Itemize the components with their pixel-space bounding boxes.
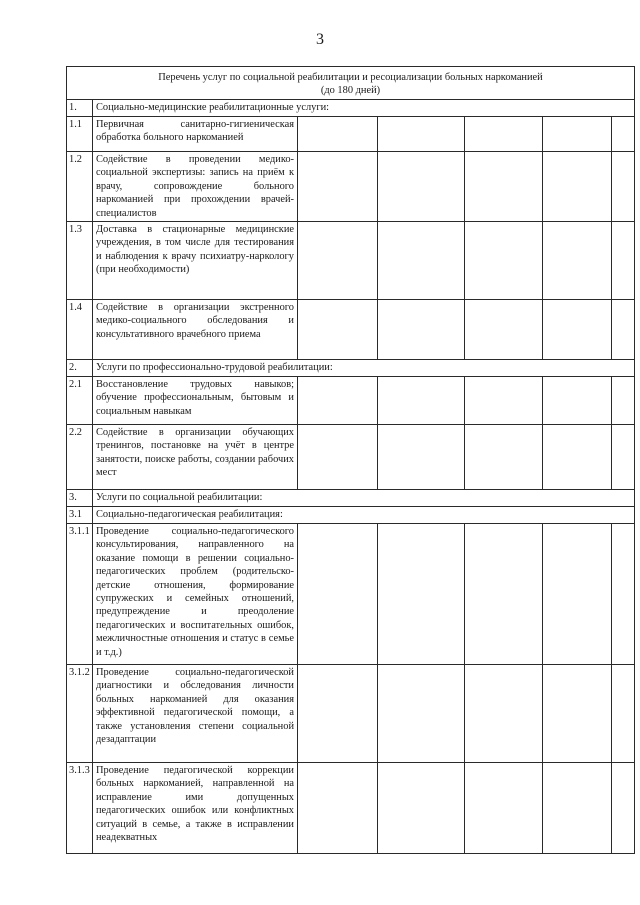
service-name	[93, 300, 298, 360]
empty-cell	[465, 425, 543, 490]
bottom-mark	[236, 864, 336, 865]
service-name-text: Проведение социально-педагогического консультирования, направленного на оказание помощи в решении социально-педагогических проблем (родительско-детские отношения, формирование супружеских и семейных отношений, предупреждение и преодоление педагогических и воспитательных ошибок, межличностные отношения и статус в семье и т.д.)	[96, 526, 294, 658]
empty-cell	[612, 524, 635, 665]
empty-cell	[298, 665, 378, 763]
service-name-text: Содействие в организации экстренного медико-социального обследования и консультативного врачебного приема	[96, 302, 294, 340]
empty-cell	[378, 152, 465, 222]
service-name-text: Первичная санитарно-гигиеническая обработка больного наркоманией	[96, 119, 294, 144]
row-number: 3.1	[67, 507, 93, 524]
empty-cell	[378, 665, 465, 763]
table-title	[67, 67, 635, 100]
empty-cell	[543, 665, 612, 763]
empty-cell	[298, 152, 378, 222]
empty-cell	[465, 377, 543, 425]
empty-cell	[298, 763, 378, 854]
row-number: 3.1.3	[67, 763, 93, 854]
empty-cell	[612, 222, 635, 300]
row-number: 3.1.2	[67, 665, 93, 763]
service-name	[93, 763, 298, 854]
service-name	[93, 665, 298, 763]
table-row	[67, 222, 635, 300]
section-row	[67, 360, 635, 377]
empty-cell	[378, 763, 465, 854]
empty-cell	[543, 524, 612, 665]
empty-cell	[612, 763, 635, 854]
service-name-text: Содействие в проведении медико-социальной экспертизы: запись на приём к врачу, сопровождение больного наркоманией при прохождении врачей-специалистов	[96, 154, 294, 219]
page-number: 3	[316, 31, 324, 48]
row-number: 1.2	[67, 152, 93, 222]
empty-cell	[298, 524, 378, 665]
empty-cell	[465, 152, 543, 222]
empty-cell	[543, 300, 612, 360]
service-name	[93, 524, 298, 665]
service-name-text: Проведение педагогической коррекции больных наркоманией, направленной на исправление ими допущенных педагогических ошибок или конфликтных ситуаций в семье, а также в исправлении неадекватных	[96, 765, 294, 844]
empty-cell	[543, 763, 612, 854]
section-title: Услуги по социальной реабилитации:	[93, 490, 635, 507]
service-name-text: Восстановление трудовых навыков; обучение профессиональным, бытовым и социальным навыкам	[96, 379, 294, 417]
empty-cell	[465, 222, 543, 300]
table-row	[67, 152, 635, 222]
service-name-text: Доставка в стационарные медицинские учреждения, в том числе для тестирования и наблюдения к врачу психиатру-наркологу (при необходимости)	[96, 224, 294, 276]
row-number: 1.4	[67, 300, 93, 360]
empty-cell	[612, 300, 635, 360]
service-name-text: Проведение социально-педагогической диагностики и обследования личности больных наркоманией для оказания эффективной педагогической помощи, а также установления степени социальной дезадаптации	[96, 667, 294, 746]
section-title: Социально-медицинские реабилитационные услуги:	[93, 100, 635, 117]
empty-cell	[378, 377, 465, 425]
empty-cell	[378, 222, 465, 300]
section-row	[67, 507, 635, 524]
empty-cell	[465, 300, 543, 360]
table-row	[67, 425, 635, 490]
section-title: Социально-педагогическая реабилитация:	[93, 507, 635, 524]
row-number: 2.	[67, 360, 93, 377]
row-number: 1.	[67, 100, 93, 117]
service-name	[93, 222, 298, 300]
empty-cell	[543, 222, 612, 300]
empty-cell	[612, 377, 635, 425]
table-row	[67, 377, 635, 425]
empty-cell	[465, 665, 543, 763]
table-row	[67, 117, 635, 152]
row-number: 3.	[67, 490, 93, 507]
empty-cell	[543, 152, 612, 222]
empty-cell	[378, 300, 465, 360]
table-row	[67, 524, 635, 665]
empty-cell	[543, 425, 612, 490]
row-number: 2.1	[67, 377, 93, 425]
table-title-line1: Перечень услуг по социальной реабилитации и ресоциализации больных наркоманией	[158, 72, 543, 83]
row-number: 2.2	[67, 425, 93, 490]
empty-cell	[612, 665, 635, 763]
empty-cell	[465, 117, 543, 152]
empty-cell	[612, 117, 635, 152]
service-name	[93, 117, 298, 152]
section-title: Услуги по профессионально-трудовой реабилитации:	[93, 360, 635, 377]
section-row	[67, 490, 635, 507]
empty-cell	[298, 377, 378, 425]
table-title-line2: (до 180 дней)	[320, 85, 381, 97]
service-name	[93, 425, 298, 490]
empty-cell	[612, 152, 635, 222]
empty-cell	[612, 425, 635, 490]
row-number: 1.3	[67, 222, 93, 300]
empty-cell	[298, 300, 378, 360]
table-row	[67, 300, 635, 360]
service-name	[93, 152, 298, 222]
empty-cell	[543, 117, 612, 152]
empty-cell	[378, 425, 465, 490]
row-number: 3.1.1	[67, 524, 93, 665]
empty-cell	[298, 222, 378, 300]
service-name-text: Содействие в организации обучающих тренингов, постановке на учёт в центре занятости, поиске работы, создании рабочих мест	[96, 427, 294, 479]
table-row	[67, 665, 635, 763]
table-row	[67, 763, 635, 854]
empty-cell	[378, 524, 465, 665]
empty-cell	[298, 117, 378, 152]
empty-cell	[465, 763, 543, 854]
service-name	[93, 377, 298, 425]
empty-cell	[543, 377, 612, 425]
empty-cell	[465, 524, 543, 665]
row-number: 1.1	[67, 117, 93, 152]
services-table	[66, 66, 635, 854]
table-title-row	[67, 67, 635, 100]
section-row	[67, 100, 635, 117]
empty-cell	[378, 117, 465, 152]
empty-cell	[298, 425, 378, 490]
